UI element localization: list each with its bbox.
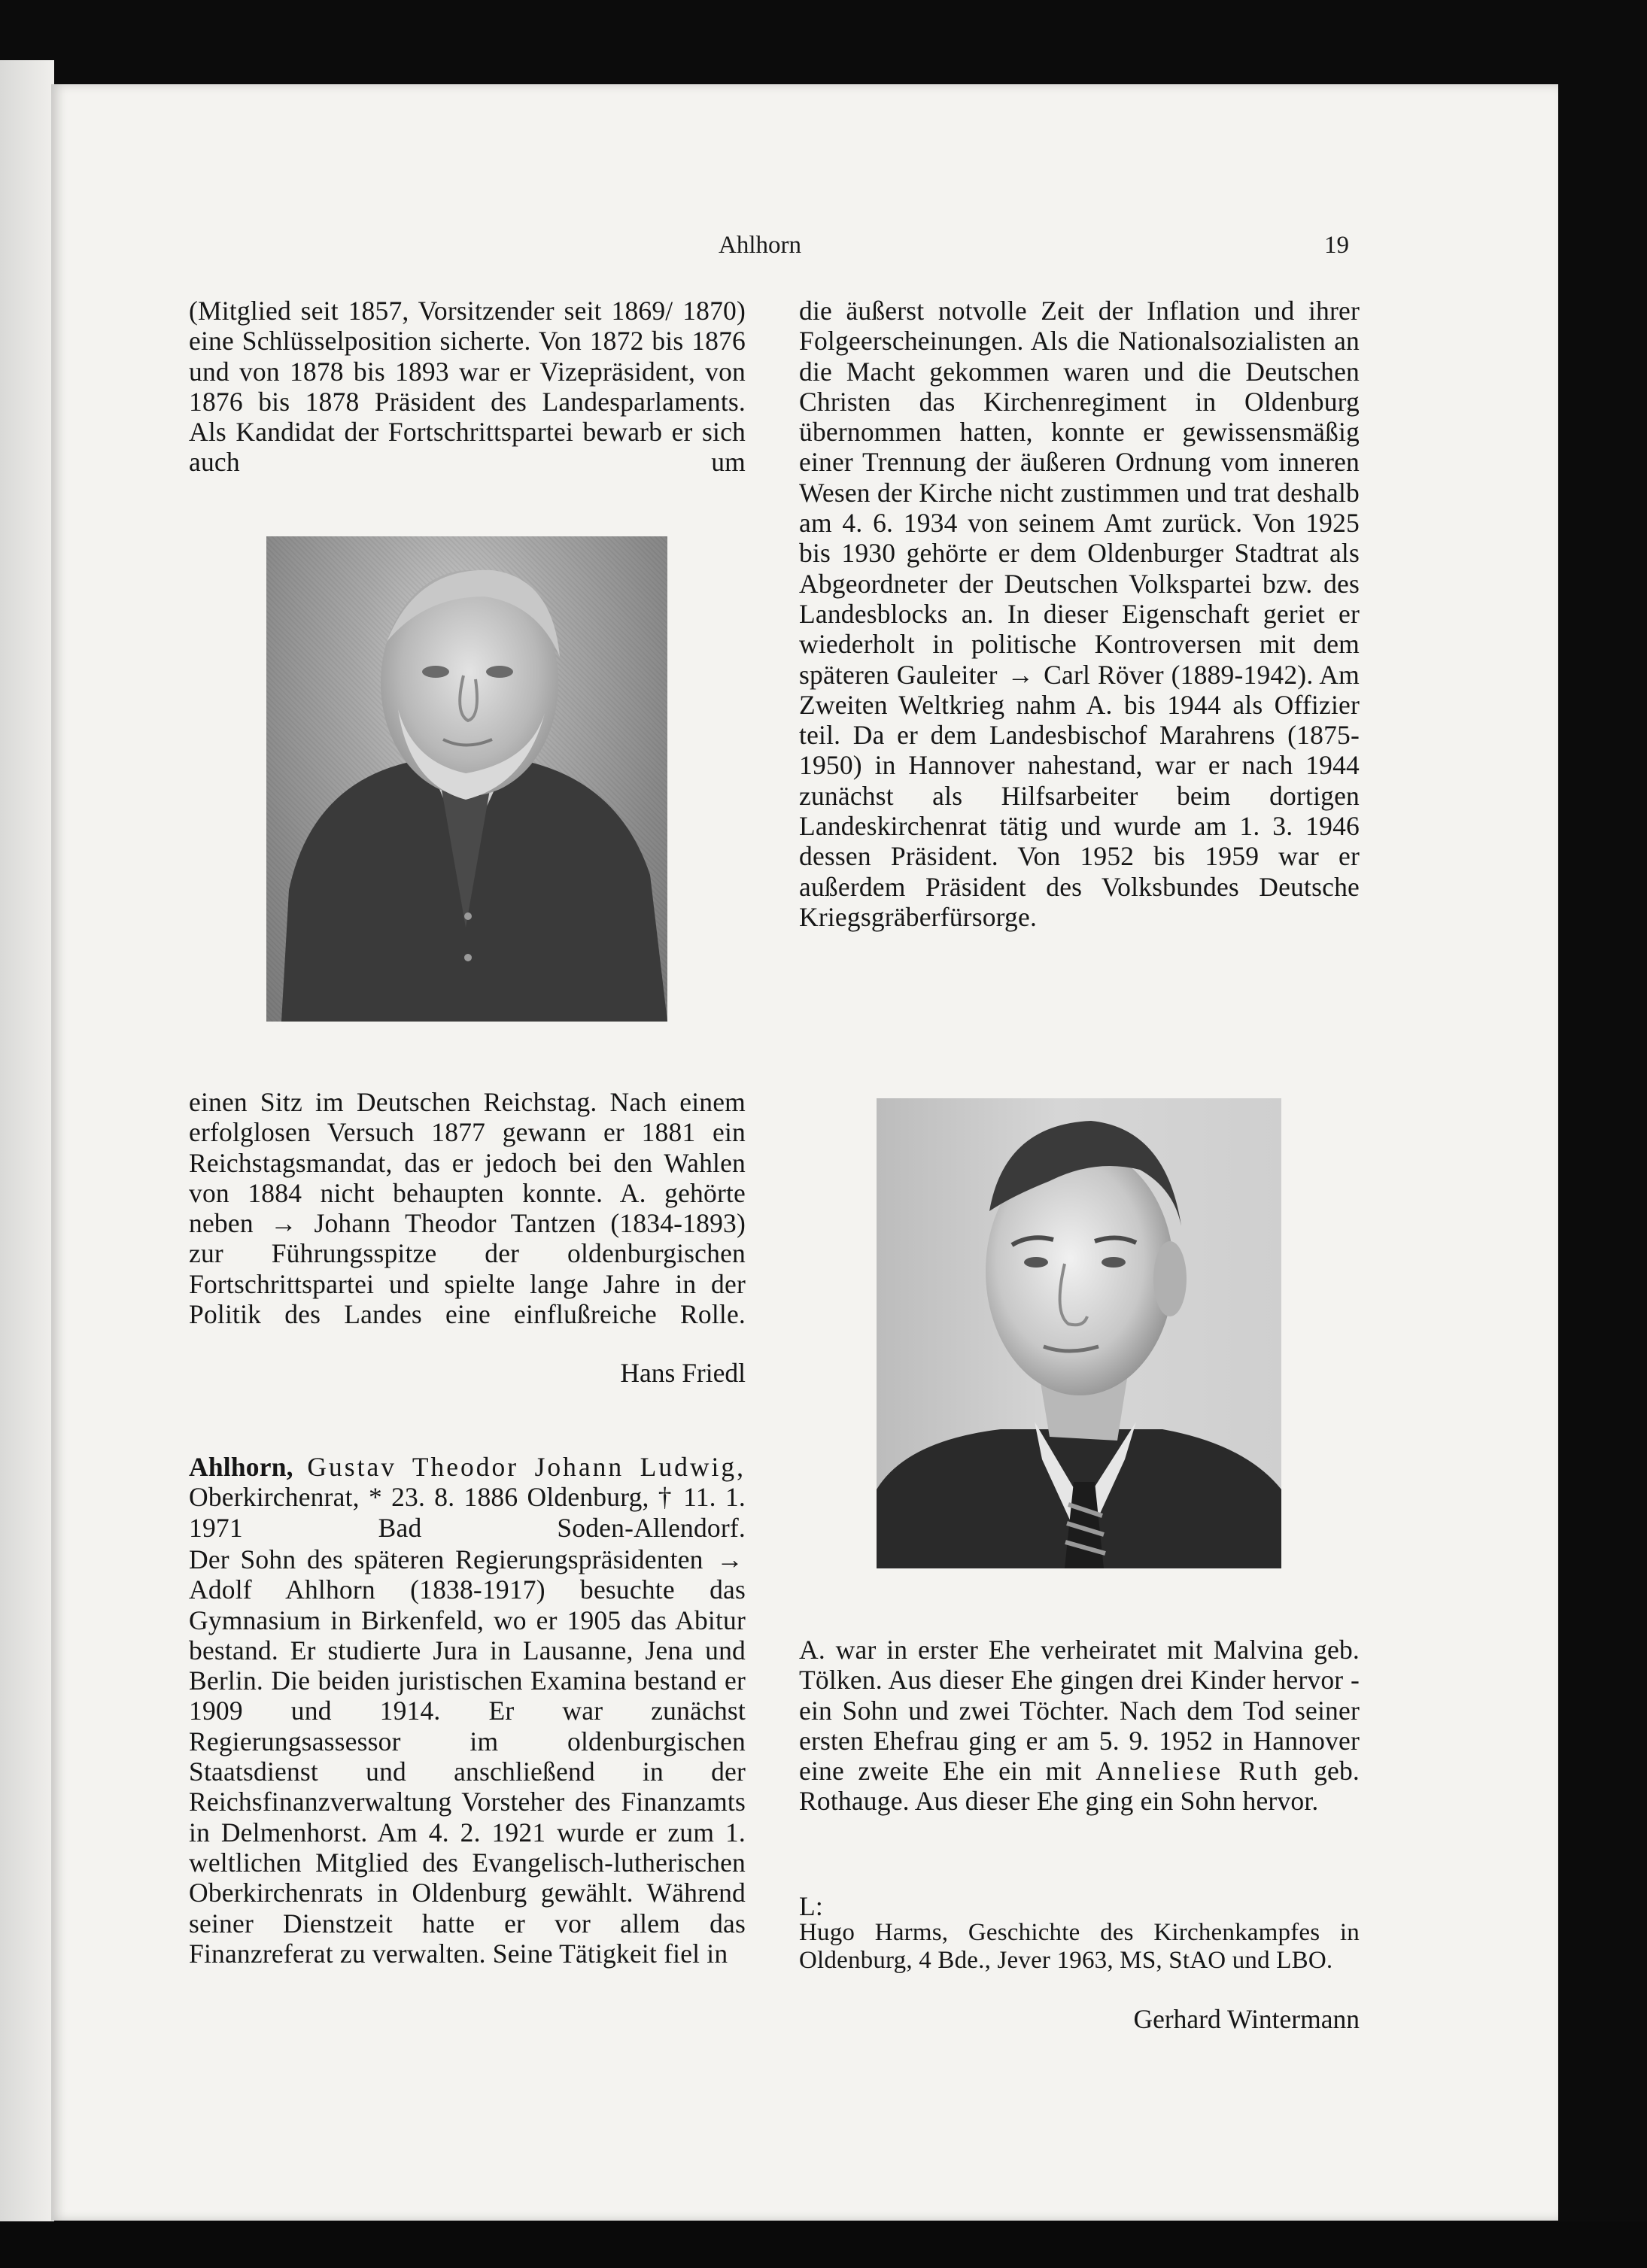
right-paragraph-1 (799, 296, 1360, 932)
literature-label: L: (799, 1891, 823, 1921)
entry-lemma: Ahlhorn, (189, 1452, 293, 1482)
running-head: Ahlhorn (719, 232, 801, 259)
entry-heading-details: Oberkirchenrat, * 23. 8. 1886 Oldenburg, † 11. 1. 1971 Bad Soden-Allendorf. (189, 1482, 746, 1543)
portrait-photo-2-drawing (877, 1098, 1281, 1568)
page-gutter (0, 60, 54, 2242)
right-paragraph-1-text-a: die äußerst notvolle Zeit der Inflation und ihrer Folgeerscheinungen. Als die Nationalsozialisten an die Macht gekommen waren und die Deutschen Christen das Kirchenregiment in Oldenburg übernommen hatten, konnte er gewissensmäßig einer Trennung der äußeren Ordnung vom inneren Wesen der Kirche nicht zustimmen und trat deshalb am 4. 6. 1934 von seinem Amt zurück. Von 1925 bis 1930 gehörte er dem Oldenburger Stadtrat als Abgeordneter der Deutschen Volkspartei bzw. des Landesblocks an. In dieser Eigenschaft geriet er wiederholt in politische Kontroversen mit dem späteren Gauleiter (799, 296, 1360, 690)
cross-reference-arrow-icon: → (270, 1208, 297, 1239)
portrait-photo-gustav-ahlhorn (877, 1098, 1281, 1568)
literature-reference: Hugo Harms, Geschichte des Kirchenkampfes in Oldenburg, 4 Bde., Jever 1963, MS, StAO und LBO. (799, 1919, 1360, 1974)
right-paragraph-1-text-b: Carl Röver (1889-1942). Am Zweiten Weltkrieg nahm A. bis 1944 als Offizier teil. Da er dem Landesbischof Marahrens (1875-1950) in Hannover nahestand, war er nach 1944 zunächst als Hilfsarbeiter beim dortigen Landeskirchenrat tätig und wurde am 1. 3. 1946 dessen Präsident. Von 1952 bis 1959 war er außerdem Präsident des Volksbundes Deutsche Kriegsgräberfürsorge. (799, 659, 1360, 932)
right-paragraph-2-text-a: A. war in erster Ehe verheiratet mit Malvina geb. Tölken. Aus dieser Ehe gingen drei Kinder hervor - ein Sohn und zwei Töchter. Nach dem Tod seiner ersten Ehefrau ging er am 5. 9. 1952 in Hannover eine zweite Ehe ein mit (799, 1635, 1360, 1787)
right-paragraph-2-text-b: geb. Rothauge. Aus dieser Ehe ging ein Sohn hervor. (799, 1756, 1360, 1817)
left-paragraph-3-text-a: Der Sohn des späteren Regierungspräsidenten (189, 1544, 703, 1574)
left-paragraph-3 (189, 1544, 746, 1969)
entry-given-names: Gustav Theodor Johann Ludwig, (307, 1452, 746, 1482)
cross-reference-arrow-icon: → (716, 1544, 744, 1574)
left-paragraph-2-text-b: Johann Theodor Tantzen (1834-1893) zur Führungsspitze der oldenburgischen Fortschrittspartei und spielte lange Jahre in der Politik des Landes eine einflußreiche Rolle. (189, 1208, 746, 1330)
author-signature-1: Hans Friedl (620, 1358, 746, 1388)
left-paragraph-3-text-b: Adolf Ahlhorn (1838-1917) besuchte das Gymnasium in Birkenfeld, wo er 1905 das Abitur bestand. Er studierte Jura in Lausanne, Jena und Berlin. Die beiden juristischen Examina bestand er 1909 und 1914. Er war zunächst Regierungsassessor im oldenburgischen Staatsdienst und anschließend in der Reichsfinanzverwaltung Vorsteher des Finanzamts in Delmenhorst. Am 4. 2. 1921 wurde er zum 1. weltlichen Mitglied des Evangelisch-lutherischen Oberkirchenrats in Oldenburg gewählt. Während seiner Dienstzeit hatte er vor allem das Finanzreferat zu verwalten. Seine Tätigkeit fiel in (189, 1574, 746, 1969)
author-signature-2: Gerhard Wintermann (1133, 2004, 1360, 2034)
scan-bottom-edge (0, 2221, 1647, 2268)
biography-entry-heading (189, 1452, 746, 1543)
spouse-name: Anneliese Ruth (1095, 1756, 1300, 1787)
right-paragraph-2 (799, 1635, 1360, 1817)
cross-reference-arrow-icon: → (1007, 659, 1035, 690)
portrait-photo-1-drawing (266, 536, 667, 1022)
left-paragraph-1: (Mitglied seit 1857, Vorsitzender seit 1869/ 1870) eine Schlüsselposition sicherte. Von 1872 bis 1876 und von 1878 bis 1893 war er Vizepräsident, von 1876 bis 1878 Präsident des Landesparlaments. Als Kandidat der Fortschrittspartei bewarb er sich auch um (189, 296, 746, 478)
left-paragraph-2 (189, 1087, 746, 1329)
page-number: 19 (1324, 232, 1349, 259)
portrait-photo-adolf-ahlhorn (266, 536, 667, 1022)
left-paragraph-2-text-a: einen Sitz im Deutschen Reichstag. Nach einem erfolglosen Versuch 1877 gewann er 1881 ein Reichstagsmandat, das er jedoch bei den Wahlen von 1884 nicht behaupten konnte. A. gehörte neben (189, 1087, 746, 1239)
